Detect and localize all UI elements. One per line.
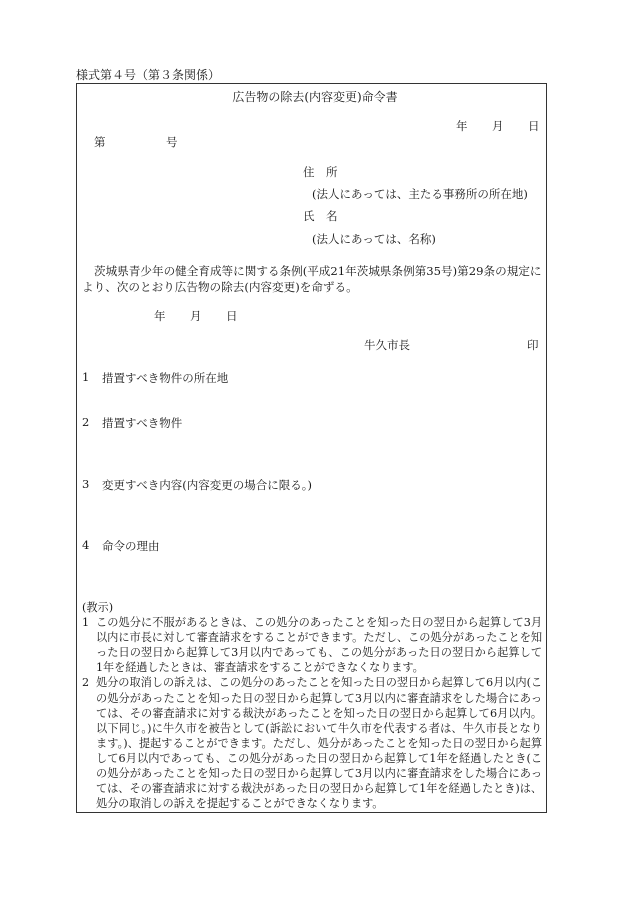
document-title: 広告物の除去(内容変更)命令書 [232,90,398,104]
notes-heading: (教示) [82,601,114,614]
address-label: 住 所 [303,165,338,179]
body-text-line1: 茨城県青少年の健全育成等に関する条例(平成21年茨城県条例第35号)第29条の規定に [94,264,542,278]
number-suffix: 号 [166,135,178,149]
name-note: (法人にあっては、名称) [312,232,436,246]
name-label: 氏 名 [303,209,338,223]
note-1-text: この処分に不服があるときは、この処分のあったことを知った日の翌日から起算して3月以内に市長に対して審査請求をすることができます。ただし、この処分があったことを知った日の翌日から起算して3月以内であっても、この処分があった日の翌日から起算して1年を経過したときは、審査請求をすることができなくなります。 [96,616,542,675]
form-label: 様式第４号（第３条関係） [76,68,221,82]
instruction-notes [82,600,542,811]
item-3-label: 変更すべき内容(内容変更の場合に限る。) [102,478,312,492]
issuer-seal: 印 [527,338,539,352]
date-issue-day: 日 [226,309,238,323]
date-issue-year: 年 [154,309,166,323]
item-1-num: 1 [82,370,90,384]
item-1-label: 措置すべき物件の所在地 [102,371,229,385]
item-2-num: 2 [82,415,90,429]
date-issue-month: 月 [190,309,202,323]
address-note: (法人にあっては、主たる事務所の所在地) [312,187,528,201]
note-2-num: 2 [82,676,90,690]
note-2-text: 処分の取消しの訴えは、この処分のあったことを知った日の翌日から起算して6月以内(この処分があったことを知った日の翌日から起算して3月以内に審査請求をした場合にあっては、その審査請求に対する裁決があったことを知った日の翌日から起算して6月以内。以下同じ。)に牛久市を被告として(訴訟において牛久市を代表する者は、牛久市長となります。)、提起することができます。ただし、処分があったことを知った日の翌日から起算して6月以内であっても、この処分があった日の翌日から起算して1年を経過したとき(この処分があったことを知った日の翌日から起算して3月以内に審査請求をした場合にあっては、その審査請求に対する裁決があった日の翌日から起算して1年を経過したとき)は、処分の取消しの訴えを提起することができなくなります。 [96,676,542,811]
number-prefix: 第 [94,135,106,149]
note-1-num: 1 [82,616,90,630]
item-4-num: 4 [82,538,90,552]
date-top-day: 日 [528,119,540,133]
body-text-line2: より、次のとおり広告物の除去(内容変更)を命ずる。 [82,280,358,294]
issuer-title: 牛久市長 [364,338,410,352]
item-3-num: 3 [82,477,90,491]
item-4-label: 命令の理由 [102,539,160,553]
date-top-month: 月 [492,119,504,133]
date-top-year: 年 [456,119,468,133]
item-2-label: 措置すべき物件 [102,416,183,430]
note-item-1 [82,615,542,675]
note-item-2 [82,675,542,811]
